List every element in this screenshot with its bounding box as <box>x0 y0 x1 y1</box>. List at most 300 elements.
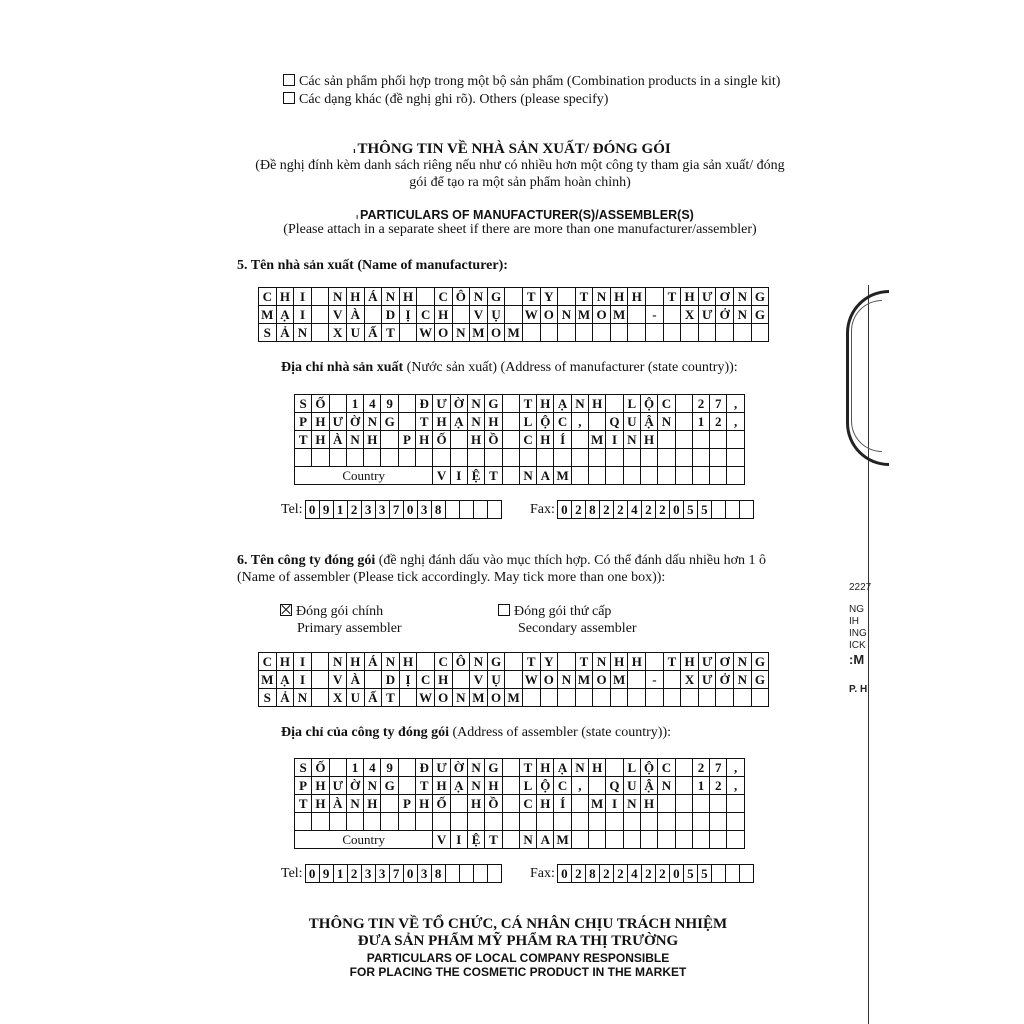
grid-cell[interactable]: C <box>417 671 435 689</box>
grid-cell[interactable]: T <box>382 324 400 342</box>
grid-cell[interactable]: T <box>575 653 593 671</box>
country-cell[interactable]: M <box>554 467 571 485</box>
grid-cell[interactable]: Ờ <box>346 413 363 431</box>
grid-cell[interactable]: N <box>294 689 312 707</box>
grid-cell[interactable]: H <box>399 288 417 306</box>
grid-cell[interactable] <box>502 795 519 813</box>
grid-cell[interactable]: 1 <box>346 395 363 413</box>
grid-cell[interactable]: , <box>571 777 588 795</box>
fax-cells[interactable] <box>557 864 754 883</box>
grid-cell[interactable]: D <box>382 306 400 324</box>
grid-cell[interactable]: N <box>734 288 752 306</box>
grid-cell[interactable] <box>311 324 329 342</box>
assembler-tel[interactable] <box>281 864 502 883</box>
grid-cell[interactable]: Á <box>364 288 382 306</box>
grid-cell[interactable]: P <box>398 431 415 449</box>
grid-cell[interactable]: V <box>470 671 488 689</box>
option-combination[interactable] <box>283 74 780 90</box>
grid-cell[interactable]: C <box>554 413 571 431</box>
grid-cell[interactable]: N <box>558 671 576 689</box>
grid-cell[interactable]: D <box>382 671 400 689</box>
grid-cell[interactable]: O <box>434 689 452 707</box>
grid-cell[interactable]: U <box>346 324 364 342</box>
grid-cell[interactable]: Ư <box>433 759 450 777</box>
grid-cell[interactable]: Ị <box>399 671 417 689</box>
grid-cell[interactable]: U <box>346 689 364 707</box>
grid-cell[interactable]: G <box>751 288 769 306</box>
grid-cell[interactable] <box>710 431 727 449</box>
grid-cell[interactable] <box>452 671 470 689</box>
country-cell[interactable]: T <box>485 467 502 485</box>
grid-cell[interactable]: G <box>487 653 505 671</box>
grid-cell[interactable]: H <box>589 395 606 413</box>
checkbox-icon[interactable] <box>283 74 295 86</box>
grid-cell[interactable]: H <box>346 653 364 671</box>
grid-cell[interactable] <box>640 813 657 831</box>
grid-cell[interactable] <box>554 449 571 467</box>
grid-cell[interactable] <box>610 689 628 707</box>
digit-cell[interactable]: 1 <box>334 865 348 882</box>
country-cell[interactable] <box>589 467 606 485</box>
grid-cell[interactable] <box>417 288 435 306</box>
grid-cell[interactable] <box>692 813 709 831</box>
digit-cell[interactable] <box>726 501 740 518</box>
grid-cell[interactable] <box>450 431 467 449</box>
assembler-fax[interactable] <box>530 864 754 883</box>
grid-cell[interactable] <box>502 777 519 795</box>
country-cell[interactable] <box>727 467 744 485</box>
digit-cell[interactable] <box>446 501 460 518</box>
grid-cell[interactable]: Ồ <box>485 431 502 449</box>
grid-cell[interactable]: S <box>295 759 312 777</box>
digit-cell[interactable]: 3 <box>376 865 390 882</box>
digit-cell[interactable] <box>712 501 726 518</box>
country-cell[interactable] <box>606 467 623 485</box>
grid-cell[interactable] <box>450 449 467 467</box>
grid-cell[interactable]: V <box>329 306 347 324</box>
digit-cell[interactable]: 8 <box>586 865 600 882</box>
grid-cell[interactable]: Ư <box>698 671 716 689</box>
grid-cell[interactable]: N <box>452 689 470 707</box>
grid-cell[interactable]: T <box>522 288 540 306</box>
grid-cell[interactable] <box>675 813 692 831</box>
grid-cell[interactable]: Ậ <box>640 413 657 431</box>
grid-cell[interactable]: M <box>610 306 628 324</box>
grid-cell[interactable] <box>450 795 467 813</box>
assembler-address-grid[interactable] <box>294 758 745 849</box>
grid-cell[interactable] <box>675 795 692 813</box>
grid-cell[interactable] <box>329 813 346 831</box>
grid-cell[interactable]: Ờ <box>450 395 467 413</box>
manufacturer-tel[interactable] <box>281 500 502 519</box>
grid-cell[interactable] <box>311 306 329 324</box>
digit-cell[interactable]: 8 <box>432 501 446 518</box>
grid-cell[interactable]: C <box>554 777 571 795</box>
country-cell[interactable] <box>571 831 588 849</box>
digit-cell[interactable]: 7 <box>390 865 404 882</box>
grid-cell[interactable] <box>658 431 675 449</box>
country-cell[interactable] <box>710 467 727 485</box>
grid-cell[interactable]: G <box>751 671 769 689</box>
grid-cell[interactable]: Ả <box>276 689 294 707</box>
grid-cell[interactable] <box>364 671 382 689</box>
grid-cell[interactable]: Ố <box>312 759 329 777</box>
country-cell[interactable] <box>692 831 709 849</box>
grid-cell[interactable]: Ấ <box>364 324 382 342</box>
grid-cell[interactable] <box>646 324 664 342</box>
grid-cell[interactable]: T <box>519 395 536 413</box>
grid-cell[interactable] <box>398 413 415 431</box>
grid-cell[interactable] <box>710 449 727 467</box>
digit-cell[interactable] <box>474 865 488 882</box>
grid-cell[interactable]: M <box>505 324 523 342</box>
grid-cell[interactable]: S <box>259 689 277 707</box>
grid-cell[interactable]: L <box>519 777 536 795</box>
grid-cell[interactable] <box>663 324 681 342</box>
grid-cell[interactable]: H <box>537 759 554 777</box>
grid-cell[interactable]: Ô <box>452 653 470 671</box>
grid-cell[interactable] <box>398 759 415 777</box>
grid-cell[interactable] <box>558 653 576 671</box>
grid-cell[interactable] <box>312 449 329 467</box>
grid-cell[interactable]: Y <box>540 288 558 306</box>
grid-cell[interactable] <box>312 813 329 831</box>
country-cell[interactable]: A <box>537 467 554 485</box>
grid-cell[interactable]: H <box>434 306 452 324</box>
grid-cell[interactable] <box>381 431 398 449</box>
digit-cell[interactable]: 0 <box>558 501 572 518</box>
grid-cell[interactable] <box>433 449 450 467</box>
grid-cell[interactable]: H <box>640 431 657 449</box>
grid-cell[interactable]: Ạ <box>554 759 571 777</box>
digit-cell[interactable]: 3 <box>362 865 376 882</box>
grid-cell[interactable]: À <box>346 671 364 689</box>
grid-cell[interactable]: H <box>433 777 450 795</box>
grid-cell[interactable]: Ị <box>399 306 417 324</box>
grid-cell[interactable]: T <box>663 288 681 306</box>
grid-cell[interactable] <box>658 813 675 831</box>
grid-cell[interactable] <box>311 653 329 671</box>
digit-cell[interactable]: 5 <box>698 501 712 518</box>
grid-cell[interactable]: W <box>522 671 540 689</box>
digit-cell[interactable] <box>712 865 726 882</box>
grid-cell[interactable]: Ô <box>452 288 470 306</box>
grid-cell[interactable]: T <box>663 653 681 671</box>
country-cell[interactable] <box>675 831 692 849</box>
grid-cell[interactable]: N <box>346 431 363 449</box>
grid-cell[interactable]: 9 <box>381 759 398 777</box>
grid-cell[interactable] <box>646 653 664 671</box>
grid-cell[interactable]: Y <box>540 653 558 671</box>
digit-cell[interactable] <box>740 865 754 882</box>
grid-cell[interactable] <box>416 813 433 831</box>
digit-cell[interactable]: 2 <box>348 865 362 882</box>
grid-cell[interactable]: , <box>727 777 744 795</box>
grid-cell[interactable]: X <box>329 324 347 342</box>
tel-cells[interactable] <box>305 500 502 519</box>
digit-cell[interactable]: 0 <box>404 865 418 882</box>
digit-cell[interactable]: 2 <box>572 865 586 882</box>
grid-cell[interactable] <box>467 449 484 467</box>
grid-cell[interactable] <box>502 431 519 449</box>
grid-cell[interactable]: H <box>610 288 628 306</box>
grid-cell[interactable]: L <box>623 759 640 777</box>
grid-cell[interactable]: N <box>467 759 484 777</box>
grid-cell[interactable]: Ộ <box>640 395 657 413</box>
grid-cell[interactable]: N <box>571 759 588 777</box>
grid-cell[interactable]: 1 <box>692 777 709 795</box>
grid-cell[interactable]: N <box>593 653 611 671</box>
grid-cell[interactable]: N <box>452 324 470 342</box>
grid-cell[interactable]: H <box>276 653 294 671</box>
grid-cell[interactable] <box>606 395 623 413</box>
digit-cell[interactable]: 5 <box>698 865 712 882</box>
grid-cell[interactable]: H <box>312 795 329 813</box>
grid-cell[interactable]: H <box>537 395 554 413</box>
grid-cell[interactable]: Ờ <box>346 777 363 795</box>
grid-cell[interactable]: C <box>658 759 675 777</box>
country-cell[interactable]: N <box>519 831 536 849</box>
digit-cell[interactable]: 8 <box>432 865 446 882</box>
grid-cell[interactable] <box>399 689 417 707</box>
country-cell[interactable]: I <box>450 831 467 849</box>
country-cell[interactable] <box>710 831 727 849</box>
grid-cell[interactable]: N <box>467 413 484 431</box>
digit-cell[interactable] <box>488 501 502 518</box>
grid-cell[interactable]: Ố <box>312 395 329 413</box>
grid-cell[interactable]: Í <box>554 795 571 813</box>
digit-cell[interactable]: 3 <box>418 501 432 518</box>
grid-cell[interactable]: I <box>294 288 312 306</box>
grid-cell[interactable]: N <box>571 395 588 413</box>
grid-cell[interactable] <box>589 813 606 831</box>
grid-cell[interactable] <box>398 449 415 467</box>
grid-cell[interactable]: H <box>346 288 364 306</box>
grid-cell[interactable] <box>606 759 623 777</box>
grid-cell[interactable]: Ụ <box>487 671 505 689</box>
grid-cell[interactable] <box>675 777 692 795</box>
country-cell[interactable] <box>502 467 519 485</box>
grid-cell[interactable]: 2 <box>710 413 727 431</box>
digit-cell[interactable]: 2 <box>642 865 656 882</box>
grid-cell[interactable] <box>610 324 628 342</box>
digit-cell[interactable]: 2 <box>656 501 670 518</box>
grid-cell[interactable]: N <box>593 288 611 306</box>
grid-cell[interactable]: I <box>606 795 623 813</box>
grid-cell[interactable]: H <box>467 431 484 449</box>
digit-cell[interactable]: 3 <box>418 865 432 882</box>
grid-cell[interactable] <box>450 813 467 831</box>
fax-cells[interactable] <box>557 500 754 519</box>
grid-cell[interactable]: Ư <box>329 777 346 795</box>
grid-cell[interactable] <box>346 449 363 467</box>
grid-cell[interactable]: H <box>681 653 699 671</box>
country-cell[interactable]: M <box>554 831 571 849</box>
grid-cell[interactable]: M <box>505 689 523 707</box>
grid-cell[interactable]: U <box>623 413 640 431</box>
grid-cell[interactable]: H <box>364 431 381 449</box>
grid-cell[interactable]: N <box>364 413 381 431</box>
grid-cell[interactable] <box>571 795 588 813</box>
grid-cell[interactable]: H <box>416 431 433 449</box>
grid-cell[interactable]: S <box>259 324 277 342</box>
grid-cell[interactable]: N <box>658 777 675 795</box>
grid-cell[interactable]: À <box>329 431 346 449</box>
grid-cell[interactable] <box>710 795 727 813</box>
grid-cell[interactable]: N <box>329 653 347 671</box>
grid-cell[interactable] <box>329 395 346 413</box>
grid-cell[interactable]: V <box>470 306 488 324</box>
grid-cell[interactable]: Ậ <box>640 777 657 795</box>
grid-cell[interactable]: M <box>610 671 628 689</box>
grid-cell[interactable]: H <box>681 288 699 306</box>
country-cell[interactable]: V <box>433 831 450 849</box>
grid-cell[interactable]: N <box>364 777 381 795</box>
grid-cell[interactable] <box>485 813 502 831</box>
checkbox-icon[interactable] <box>498 604 510 616</box>
grid-cell[interactable]: T <box>519 759 536 777</box>
grid-cell[interactable] <box>575 324 593 342</box>
grid-cell[interactable] <box>751 689 769 707</box>
digit-cell[interactable] <box>488 865 502 882</box>
grid-cell[interactable]: À <box>346 306 364 324</box>
grid-cell[interactable] <box>628 689 646 707</box>
grid-cell[interactable]: N <box>329 288 347 306</box>
digit-cell[interactable] <box>726 865 740 882</box>
digit-cell[interactable]: 0 <box>670 501 684 518</box>
grid-cell[interactable]: G <box>487 288 505 306</box>
manufacturer-name-grid[interactable] <box>258 287 769 342</box>
grid-cell[interactable]: C <box>434 288 452 306</box>
grid-cell[interactable]: N <box>470 288 488 306</box>
grid-cell[interactable]: Ơ <box>716 288 734 306</box>
grid-cell[interactable] <box>692 431 709 449</box>
grid-cell[interactable]: 1 <box>692 413 709 431</box>
digit-cell[interactable]: 7 <box>390 501 404 518</box>
grid-cell[interactable]: I <box>294 653 312 671</box>
grid-cell[interactable] <box>606 813 623 831</box>
country-cell[interactable]: Ệ <box>467 831 484 849</box>
grid-cell[interactable] <box>505 671 523 689</box>
grid-cell[interactable]: H <box>312 413 329 431</box>
grid-cell[interactable]: X <box>681 306 699 324</box>
grid-cell[interactable]: M <box>589 795 606 813</box>
grid-cell[interactable]: G <box>381 777 398 795</box>
grid-cell[interactable]: T <box>416 777 433 795</box>
grid-cell[interactable]: T <box>522 653 540 671</box>
grid-cell[interactable]: T <box>416 413 433 431</box>
digit-cell[interactable]: 2 <box>614 501 628 518</box>
grid-cell[interactable] <box>522 689 540 707</box>
grid-cell[interactable] <box>416 449 433 467</box>
grid-cell[interactable]: O <box>487 324 505 342</box>
grid-cell[interactable]: 2 <box>710 777 727 795</box>
grid-cell[interactable] <box>398 777 415 795</box>
country-cell[interactable] <box>640 831 657 849</box>
grid-cell[interactable] <box>571 449 588 467</box>
grid-cell[interactable]: Q <box>606 777 623 795</box>
manufacturer-address-grid[interactable] <box>294 394 745 485</box>
grid-cell[interactable]: M <box>259 306 277 324</box>
grid-cell[interactable] <box>505 306 523 324</box>
grid-cell[interactable]: N <box>623 795 640 813</box>
digit-cell[interactable]: 0 <box>670 865 684 882</box>
grid-cell[interactable]: O <box>434 324 452 342</box>
grid-cell[interactable]: , <box>727 759 744 777</box>
grid-cell[interactable]: V <box>329 671 347 689</box>
grid-cell[interactable]: N <box>658 413 675 431</box>
grid-cell[interactable]: Ư <box>698 288 716 306</box>
digit-cell[interactable]: 9 <box>320 865 334 882</box>
grid-cell[interactable] <box>502 759 519 777</box>
primary-assembler-option[interactable] <box>280 604 383 620</box>
grid-cell[interactable] <box>558 689 576 707</box>
grid-cell[interactable]: Ạ <box>450 413 467 431</box>
grid-cell[interactable] <box>646 288 664 306</box>
grid-cell[interactable] <box>537 813 554 831</box>
grid-cell[interactable]: X <box>681 671 699 689</box>
digit-cell[interactable]: 0 <box>404 501 418 518</box>
grid-cell[interactable]: G <box>751 653 769 671</box>
grid-cell[interactable] <box>381 449 398 467</box>
grid-cell[interactable]: C <box>434 653 452 671</box>
grid-cell[interactable]: Ộ <box>640 759 657 777</box>
grid-cell[interactable]: Ư <box>698 306 716 324</box>
grid-cell[interactable] <box>502 395 519 413</box>
grid-cell[interactable]: C <box>519 795 536 813</box>
digit-cell[interactable]: 2 <box>642 501 656 518</box>
grid-cell[interactable]: N <box>294 324 312 342</box>
grid-cell[interactable]: N <box>623 431 640 449</box>
digit-cell[interactable]: 2 <box>600 865 614 882</box>
grid-cell[interactable] <box>505 653 523 671</box>
grid-cell[interactable]: X <box>329 689 347 707</box>
grid-cell[interactable]: P <box>295 777 312 795</box>
grid-cell[interactable] <box>681 324 699 342</box>
grid-cell[interactable]: H <box>433 413 450 431</box>
grid-cell[interactable]: W <box>417 689 435 707</box>
grid-cell[interactable] <box>692 449 709 467</box>
grid-cell[interactable]: O <box>593 671 611 689</box>
grid-cell[interactable] <box>663 689 681 707</box>
assembler-name-grid[interactable] <box>258 652 769 707</box>
grid-cell[interactable]: H <box>537 795 554 813</box>
grid-cell[interactable] <box>311 288 329 306</box>
grid-cell[interactable]: Á <box>364 653 382 671</box>
grid-cell[interactable] <box>519 449 536 467</box>
grid-cell[interactable] <box>295 813 312 831</box>
grid-cell[interactable] <box>727 431 744 449</box>
country-cell[interactable] <box>675 467 692 485</box>
grid-cell[interactable] <box>575 689 593 707</box>
grid-cell[interactable]: Ộ <box>537 777 554 795</box>
grid-cell[interactable]: I <box>294 671 312 689</box>
grid-cell[interactable]: H <box>434 671 452 689</box>
grid-cell[interactable]: N <box>734 671 752 689</box>
grid-cell[interactable]: 2 <box>692 395 709 413</box>
grid-cell[interactable]: N <box>558 306 576 324</box>
digit-cell[interactable]: 2 <box>600 501 614 518</box>
grid-cell[interactable] <box>364 306 382 324</box>
grid-cell[interactable] <box>329 449 346 467</box>
grid-cell[interactable] <box>589 413 606 431</box>
grid-cell[interactable]: G <box>381 413 398 431</box>
grid-cell[interactable]: Ơ <box>716 653 734 671</box>
grid-cell[interactable] <box>589 449 606 467</box>
grid-cell[interactable]: M <box>589 431 606 449</box>
grid-cell[interactable] <box>675 759 692 777</box>
grid-cell[interactable] <box>646 689 664 707</box>
